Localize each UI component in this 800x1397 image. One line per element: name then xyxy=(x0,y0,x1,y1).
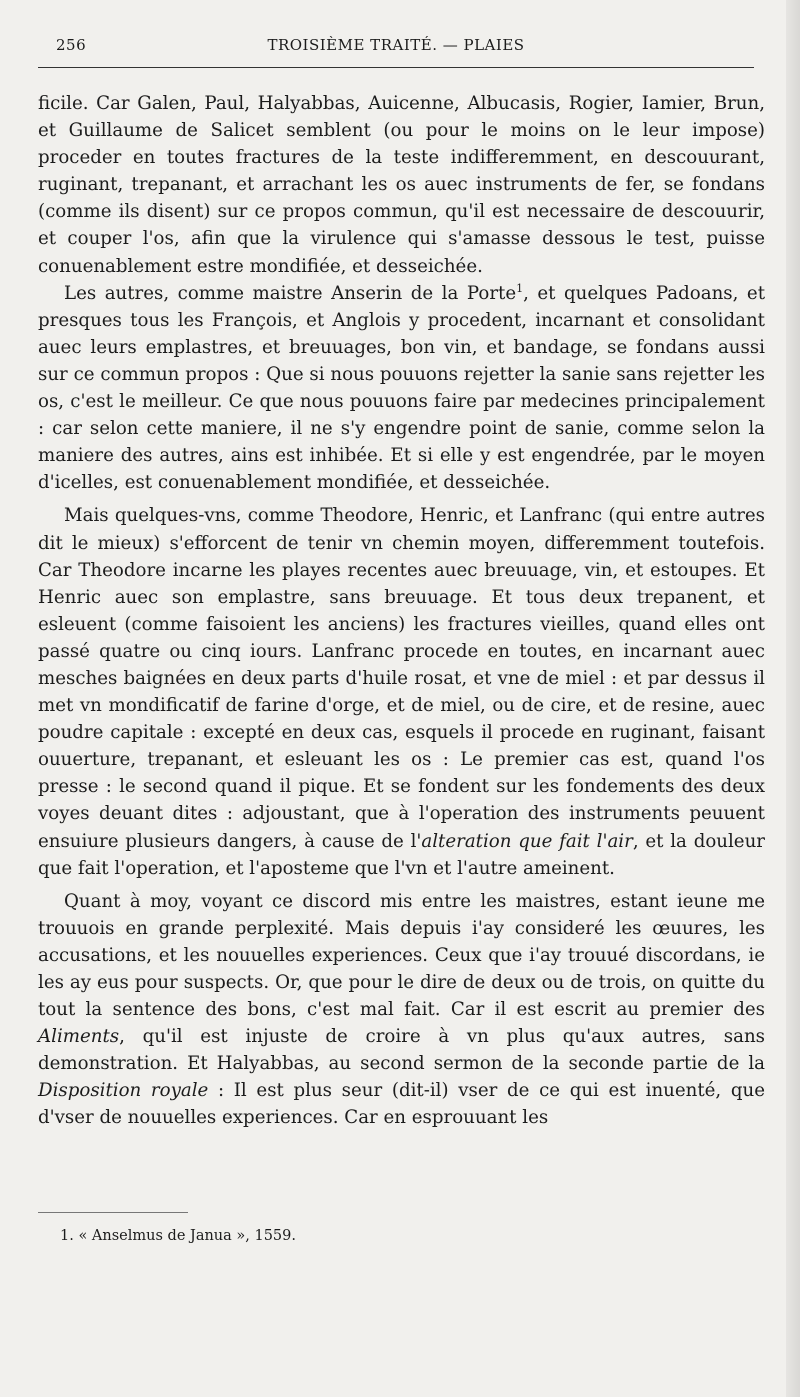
running-title: TROISIÈME TRAITÉ. — PLAIES xyxy=(267,36,525,54)
paragraph-4-italic-disposition: Disposition royale xyxy=(38,1080,209,1102)
paragraph-3-part-b: , et la douleur que fait l'operation, et l'aposteme que l'vn et l'autre ameinent. xyxy=(38,830,765,879)
page-edge-shadow xyxy=(786,0,800,1397)
paragraph-4-part-b: , qu'il est injuste de croire à vn plus qu'aux autres, sans demonstration. Et Halyabbas, au second sermon de la seconde partie de la xyxy=(38,1026,765,1075)
header-rule xyxy=(38,67,754,68)
paragraph-4-part-c: : Il est plus seur (dit-il) vser de ce qui est inuenté, que d'vser de nouuelles experiences. Car en esprouuant les xyxy=(38,1080,765,1129)
paragraph-3-part-a: Mais quelques-vns, comme Theodore, Henric, et Lanfranc (qui entre autres dit le mieux) s'efforcent de tenir vn chemin moyen, differemment toutefois. Car Theodore incarne les playes recentes auec breuuage, vin, et estoupes. Et Henric auec son emplastre, sans breuuage. Et tous deux trepanent, et esleuent (comme faisoient les anciens) les fractures vieilles, quand elles ont passé quatre ou cinq iours. Lanfranc procede en toutes, en incarnant auec mesches baignées en deux parts d'huile rosat, et vne de miel : et par dessus il met vn mondificatif de farine d'orge, et de miel, ou de cire, et de resine, auec poudre capitale : excepté en deux cas, esquels il procede en ruginant, faisant ouuerture, trepanant, et esleuant les os : Le premier cas est, quand l'os presse : le second quand il pique. Et se fondent sur les fondements des deux voyes deuant dites : adjoustant, que à l'operation des instruments peuuent ensuiure plusieurs dangers, à cause de l' xyxy=(38,505,765,852)
running-head xyxy=(38,36,754,58)
paragraph-2-part-b: , et quelques Padoans, et presques tous les François, et Anglois y procedent, incarnant et consolidant auec leurs emplastres, et breuuages, bon vin, et bandage, se fondans aussi sur ce commun propos : Que si nous pouuons rejetter la sanie sans rejetter les os, c'est le meilleur. Ce que nous pouuons faire par medecines principalement : car selon cette maniere, il ne s'y engendre point de sanie, comme selon la maniere des autres, ains est inhibée. Et si elle y est engendrée, par le moyen d'icelles, est conuenablement mondifiée, et desseichée. xyxy=(38,282,766,494)
page-number: 256 xyxy=(56,36,87,54)
paragraph-4-italic-aliments: Aliments xyxy=(38,1026,120,1048)
paragraph-3 xyxy=(38,502,765,881)
footnote-rule xyxy=(38,1212,188,1213)
paragraph-2-part-a: Les autres, comme maistre Anserin de la Porte xyxy=(64,282,517,304)
paragraph-4-part-a: Quant à moy, voyant ce discord mis entre les maistres, estant ieune me trouuois en grande perplexité. Mais depuis i'ay consideré les œuures, les accusations, et les nouuelles experiences. Ceux que i'ay trouué discordans, ie les ay eus pour suspects. Or, que pour le dire de deux ou de trois, on quitte du tout la sentence des bons, c'est mal fait. Car il est escrit au premier des xyxy=(38,890,765,1021)
body-text xyxy=(38,90,765,1132)
footnote-reference: 1 xyxy=(516,281,524,295)
paragraph-1: ficile. Car Galen, Paul, Halyabbas, Auicenne, Albucasis, Rogier, Iamier, Brun, et Guillaume de Salicet semblent (ou pour le moins on le leur impose) proceder en toutes fractures de la teste indifferemment, en descouurant, ruginant, trepanant, et arrachant les os auec instruments de fer, se fondans (comme ils disent) sur ce propos commun, qu'il est necessaire de descouurir, et couper l'os, afin que la virulence qui s'amasse dessous le test, puisse conuenablement estre mondifiée, et desseichée. xyxy=(38,93,765,277)
footnote: 1. « Anselmus de Janua », 1559. xyxy=(60,1228,296,1244)
paragraph-3-italic: alteration que fait l'air xyxy=(421,830,633,852)
paragraph-2 xyxy=(38,280,765,497)
paragraph-4 xyxy=(38,888,765,1132)
